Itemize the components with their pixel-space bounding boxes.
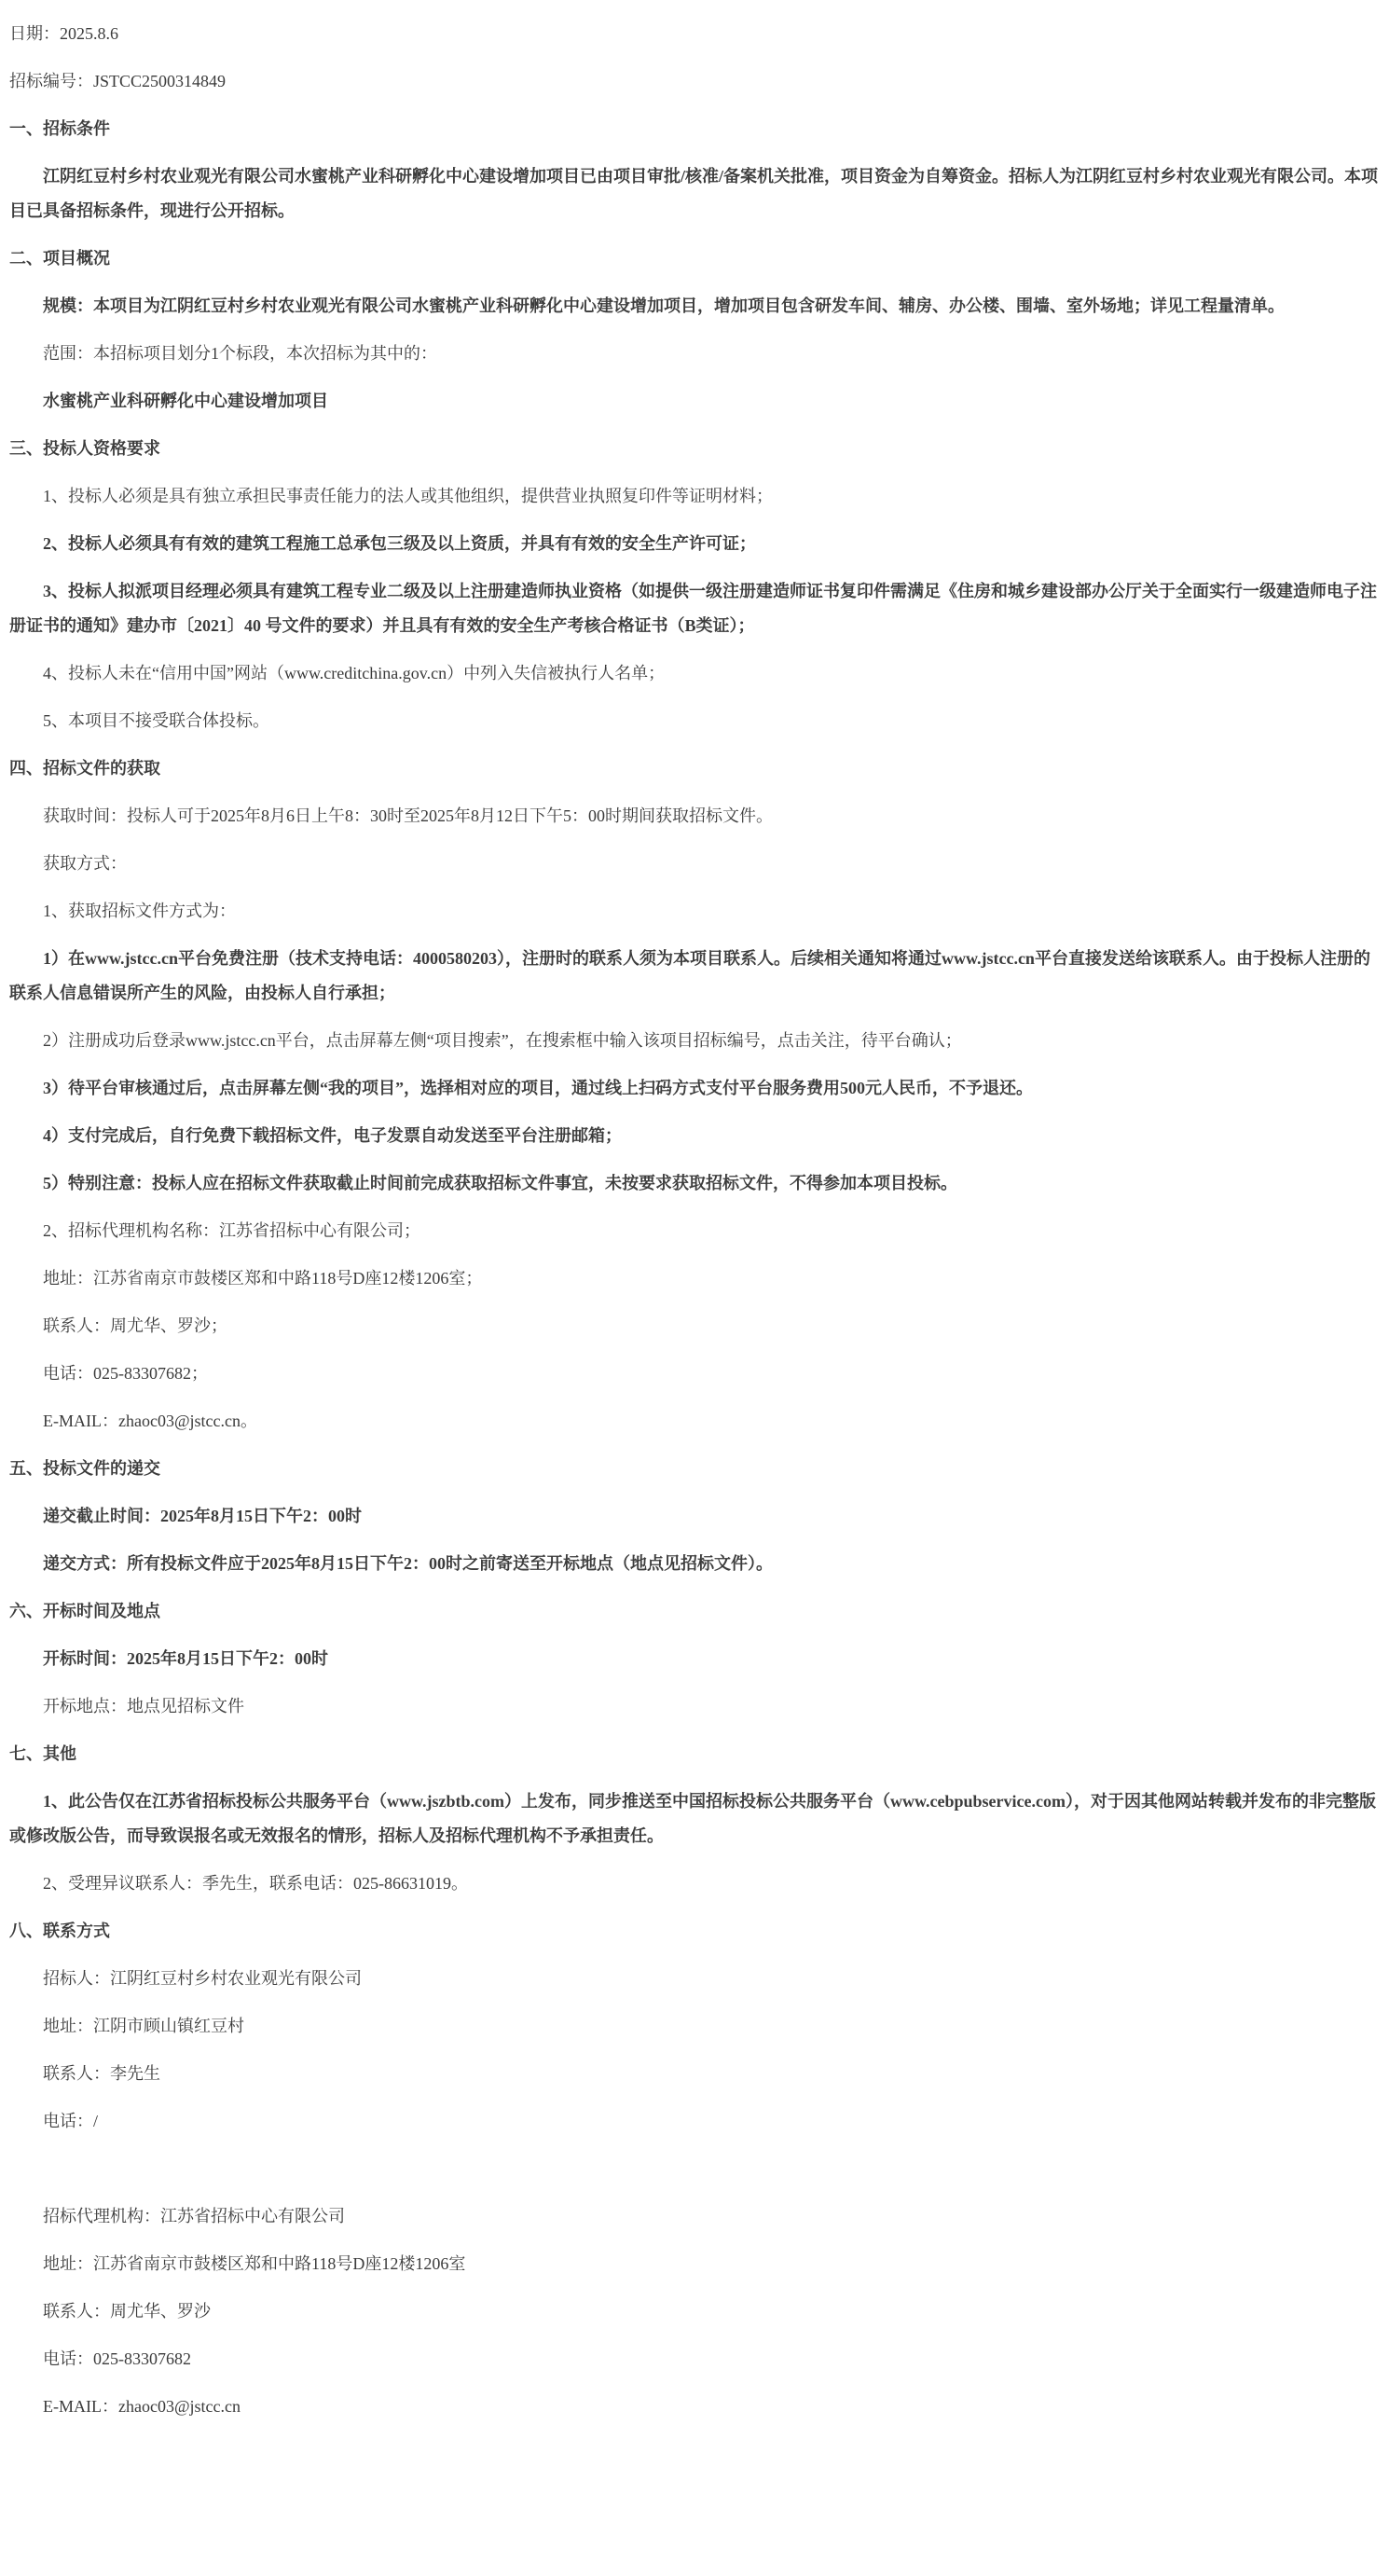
agency2-email-line: E-MAIL：zhaoc03@jstcc.cn	[43, 2397, 241, 2416]
obtain-time-paragraph: 获取时间：投标人可于2025年8月6日上午8：30时至2025年8月12日下午5：00时期间获取招标文件。	[43, 806, 773, 825]
obtain-method-label: 获取方式：	[43, 854, 127, 873]
qualification-item-4: 4、投标人未在“信用中国”网站（www.creditchina.gov.cn）中列入失信被执行人名单；	[43, 664, 666, 682]
project-scale-paragraph: 规模：本项目为江阴红豆村乡村农业观光有限公司水蜜桃产业科研孵化中心建设增加项目，增加项目包含研发车间、辅房、办公楼、围墙、室外场地；详见工程量清单。	[43, 296, 1285, 315]
tender-conditions-paragraph: 江阴红豆村乡村农业观光有限公司水蜜桃产业科研孵化中心建设增加项目已由项目审批/核准/备案机关批准，项目资金为自筹资金。招标人为江阴红豆村乡村农业观光有限公司。本项目已具备招标条件，现进行公开招标。	[9, 167, 1378, 220]
agency2-contact-line: 联系人：周尤华、罗沙	[43, 2302, 211, 2321]
obtain-step-3: 3）待平台审核通过后，点击屏幕左侧“我的项目”，选择相对应的项目，通过线上扫码方式支付平台服务费用500元人民币，不予退还。	[43, 1079, 1033, 1097]
qualification-item-1: 1、投标人必须是具有独立承担民事责任能力的法人或其他组织，提供营业执照复印件等证明材料；	[43, 487, 773, 505]
other-item-2: 2、受理异议联系人：季先生，联系电话：025-86631019。	[43, 1874, 468, 1893]
section-1-heading: 一、招标条件	[9, 119, 110, 138]
section-8-heading: 八、联系方式	[9, 1922, 110, 1940]
date-line: 日期：2025.8.6	[9, 24, 118, 43]
agency2-address-line: 地址：江苏省南京市鼓楼区郑和中路118号D座12楼1206室	[43, 2254, 466, 2273]
agency2-phone-line: 电话：025-83307682	[43, 2349, 191, 2368]
tenderer-name-line: 招标人：江阴红豆村乡村农业观光有限公司	[43, 1969, 362, 1988]
agency-contact-line: 联系人：周尤华、罗沙；	[43, 1316, 227, 1335]
submission-method-line: 递交方式：所有投标文件应于2025年8月15日下午2：00时之前寄送至开标地点（地点见招标文件）。	[43, 1554, 773, 1573]
qualification-item-2: 2、投标人必须具有有效的建筑工程施工总承包三级及以上资质，并具有有效的安全生产许可证；	[43, 534, 756, 553]
obtain-step-1: 1）在www.jstcc.cn平台免费注册（技术支持电话：4000580203），注册时的联系人须为本项目联系人。后续相关通知将通过www.jstcc.cn平台直接发送给该联系人。由于投标人注册的联系人信息错误所产生的风险，由投标人自行承担；	[9, 949, 1370, 1002]
project-scope-paragraph: 范围：本招标项目划分1个标段，本次招标为其中的：	[43, 344, 437, 363]
qualification-item-5: 5、本项目不接受联合体投标。	[43, 711, 269, 730]
agency-phone-line: 电话：025-83307682；	[43, 1364, 208, 1383]
section-5-heading: 五、投标文件的递交	[9, 1459, 160, 1478]
section-4-heading: 四、招标文件的获取	[9, 759, 160, 778]
opening-time-line: 开标时间：2025年8月15日下午2：00时	[43, 1649, 328, 1668]
document-body	[9, 17, 1380, 2424]
obtain-step-5: 5）特别注意：投标人应在招标文件获取截止时间前完成获取招标文件事宜，未按要求获取招标文件，不得参加本项目投标。	[43, 1174, 957, 1192]
section-2-heading: 二、项目概况	[9, 249, 110, 268]
agency-name-line: 2、招标代理机构名称：江苏省招标中心有限公司；	[43, 1221, 420, 1240]
section-7-heading: 七、其他	[9, 1744, 76, 1763]
tenderer-contact-line: 联系人：李先生	[43, 2064, 160, 2083]
obtain-step-2: 2）注册成功后登录www.jstcc.cn平台，点击屏幕左侧“项目搜索”，在搜索框中输入该项目招标编号，点击关注，待平台确认；	[43, 1031, 962, 1050]
tenderer-phone-line: 电话：/	[43, 2112, 99, 2130]
tender-number-line: 招标编号：JSTCC2500314849	[9, 72, 227, 90]
agency-address-line: 地址：江苏省南京市鼓楼区郑和中路118号D座12楼1206室；	[43, 1269, 483, 1288]
obtain-method-item-1: 1、获取招标文件方式为：	[43, 902, 236, 920]
other-item-1: 1、此公告仅在江苏省招标投标公共服务平台（www.jszbtb.com）上发布，同步推送至中国招标投标公共服务平台（www.cebpubservice.com），对于因其他网站转载并发布的非完整版或修改版公告，而导致误报名或无效报名的情形，招标人及招标代理机构不予承担责任。	[9, 1792, 1376, 1845]
qualification-item-3: 3、投标人拟派项目经理必须具有建筑工程专业二级及以上注册建造师执业资格（如提供一级注册建造师证书复印件需满足《住房和城乡建设部办公厅关于全面实行一级建造师电子注册证书的通知》建办市〔2021〕40 号文件的要求）并且具有有效的安全生产考核合格证书（B类证）；	[9, 582, 1377, 635]
bid-section-name: 水蜜桃产业科研孵化中心建设增加项目	[43, 392, 328, 410]
obtain-step-4: 4）支付完成后，自行免费下载招标文件，电子发票自动发送至平台注册邮箱；	[43, 1126, 622, 1145]
section-6-heading: 六、开标时间及地点	[9, 1602, 160, 1620]
section-3-heading: 三、投标人资格要求	[9, 439, 160, 458]
submission-deadline-line: 递交截止时间：2025年8月15日下午2：00时	[43, 1507, 362, 1525]
tenderer-address-line: 地址：江阴市顾山镇红豆村	[43, 2017, 244, 2035]
agency2-name-line: 招标代理机构：江苏省招标中心有限公司	[43, 2207, 345, 2225]
opening-place-line: 开标地点：地点见招标文件	[43, 1697, 244, 1715]
blank-line	[9, 2152, 1380, 2186]
agency-email-line: E-MAIL：zhaoc03@jstcc.cn。	[43, 1412, 258, 1430]
